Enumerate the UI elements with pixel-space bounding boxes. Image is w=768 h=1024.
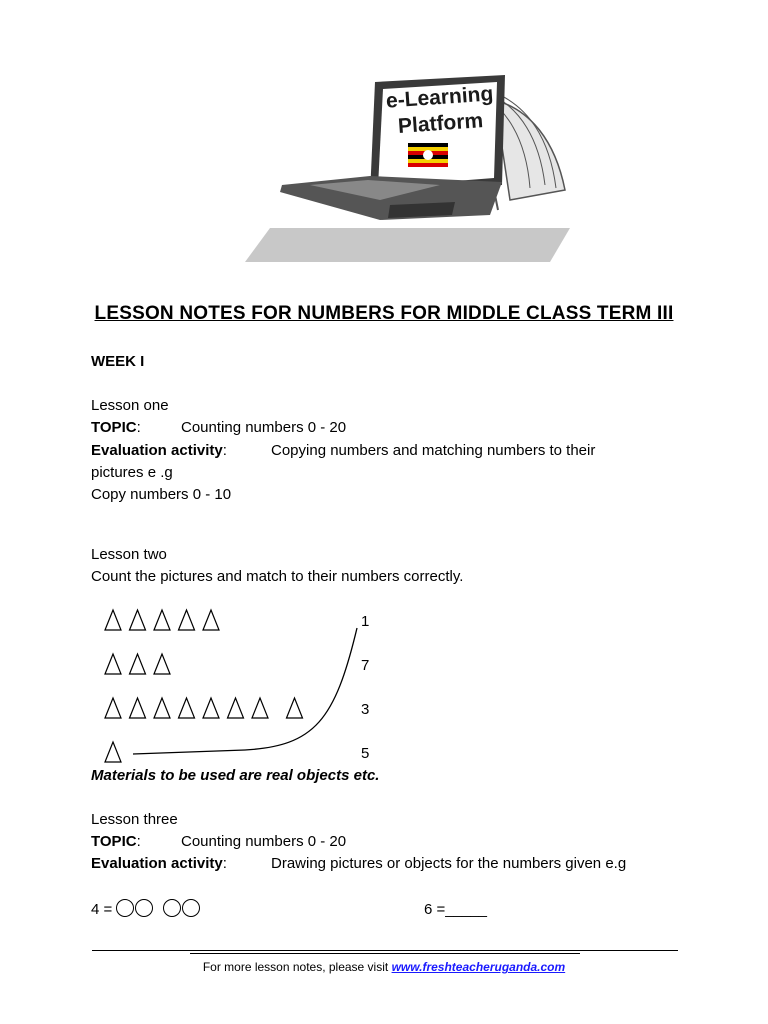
footer-link[interactable]: www.freshteacheruganda.com: [391, 960, 566, 974]
triangle-icon: [228, 698, 244, 718]
triangle-icon: [203, 698, 219, 718]
triangle-icon: [130, 698, 146, 718]
topic-label: TOPIC: [91, 833, 137, 850]
triangle-icon: [287, 698, 303, 718]
lesson-one-topic-value: Counting numbers 0 - 20: [181, 419, 347, 436]
triangle-icon: [179, 610, 195, 630]
eval-label: Evaluation activity: [91, 855, 223, 872]
triangle-icon: [179, 698, 195, 718]
lesson-one-eval-value: Copying numbers and matching numbers to their: [271, 442, 596, 459]
triangle-icon: [154, 610, 170, 630]
circle-icon: [116, 899, 134, 917]
topic-colon: :: [136, 419, 141, 436]
triangle-icon: [105, 742, 121, 762]
topic-label: TOPIC: [91, 419, 137, 436]
lesson-three-eval: [91, 853, 227, 875]
lesson-one-copy: Copy numbers 0 - 10: [91, 486, 232, 503]
lesson-two-heading: Lesson two: [91, 546, 167, 563]
triangle-icon: [252, 698, 268, 718]
materials-note: Materials to be used are real objects etc.: [91, 767, 380, 784]
match-number-4: 5: [361, 745, 370, 762]
match-number-2: 7: [361, 657, 370, 674]
match-number-1: 1: [361, 613, 370, 630]
example-four-label: 4 =: [91, 901, 113, 918]
triangle-icon: [154, 654, 170, 674]
lesson-three-topic: [91, 831, 141, 853]
eval-colon: :: [222, 442, 227, 459]
triangle-icon: [105, 610, 121, 630]
lesson-one-topic: [91, 417, 141, 439]
eval-label: Evaluation activity: [91, 442, 223, 459]
lesson-two-instruction: Count the pictures and match to their numbers correctly.: [91, 568, 464, 585]
match-number-3: 3: [361, 701, 370, 718]
triangle-icon: [105, 698, 121, 718]
example-four: [91, 899, 201, 921]
triangle-icon: [154, 698, 170, 718]
circle-icon: [182, 899, 200, 917]
footer: [0, 960, 768, 974]
logo-text-line2: Platform: [397, 109, 484, 138]
triangle-icon: [203, 610, 219, 630]
footer-text: For more lesson notes, please visit: [202, 960, 392, 974]
lesson-three-eval-value: Drawing pictures or objects for the numbers given e.g: [271, 855, 627, 872]
lesson-three-topic-value: Counting numbers 0 - 20: [181, 833, 347, 850]
topic-colon: :: [136, 833, 141, 850]
circle-icon: [163, 899, 181, 917]
lesson-three-heading: Lesson three: [91, 811, 178, 828]
triangle-icon: [105, 654, 121, 674]
triangle-icon: [130, 610, 146, 630]
triangle-icon: [130, 654, 146, 674]
eval-colon: :: [222, 855, 227, 872]
example-six: 6 =_____: [424, 901, 487, 918]
week-heading: WEEK I: [91, 353, 145, 370]
circle-icon: [135, 899, 153, 917]
lesson-one-heading: Lesson one: [91, 397, 169, 414]
logo-text-line1: e-Learning: [385, 82, 494, 113]
matching-exercise: [95, 600, 395, 765]
matching-line: [133, 628, 357, 754]
footer-divider: [92, 950, 678, 951]
lesson-one-eval-cont: pictures e .g: [91, 464, 173, 481]
page-title: LESSON NOTES FOR NUMBERS FOR MIDDLE CLASS TERM III: [94, 303, 674, 324]
footer-divider-bold: [190, 953, 580, 954]
lesson-one-eval: [91, 440, 227, 462]
